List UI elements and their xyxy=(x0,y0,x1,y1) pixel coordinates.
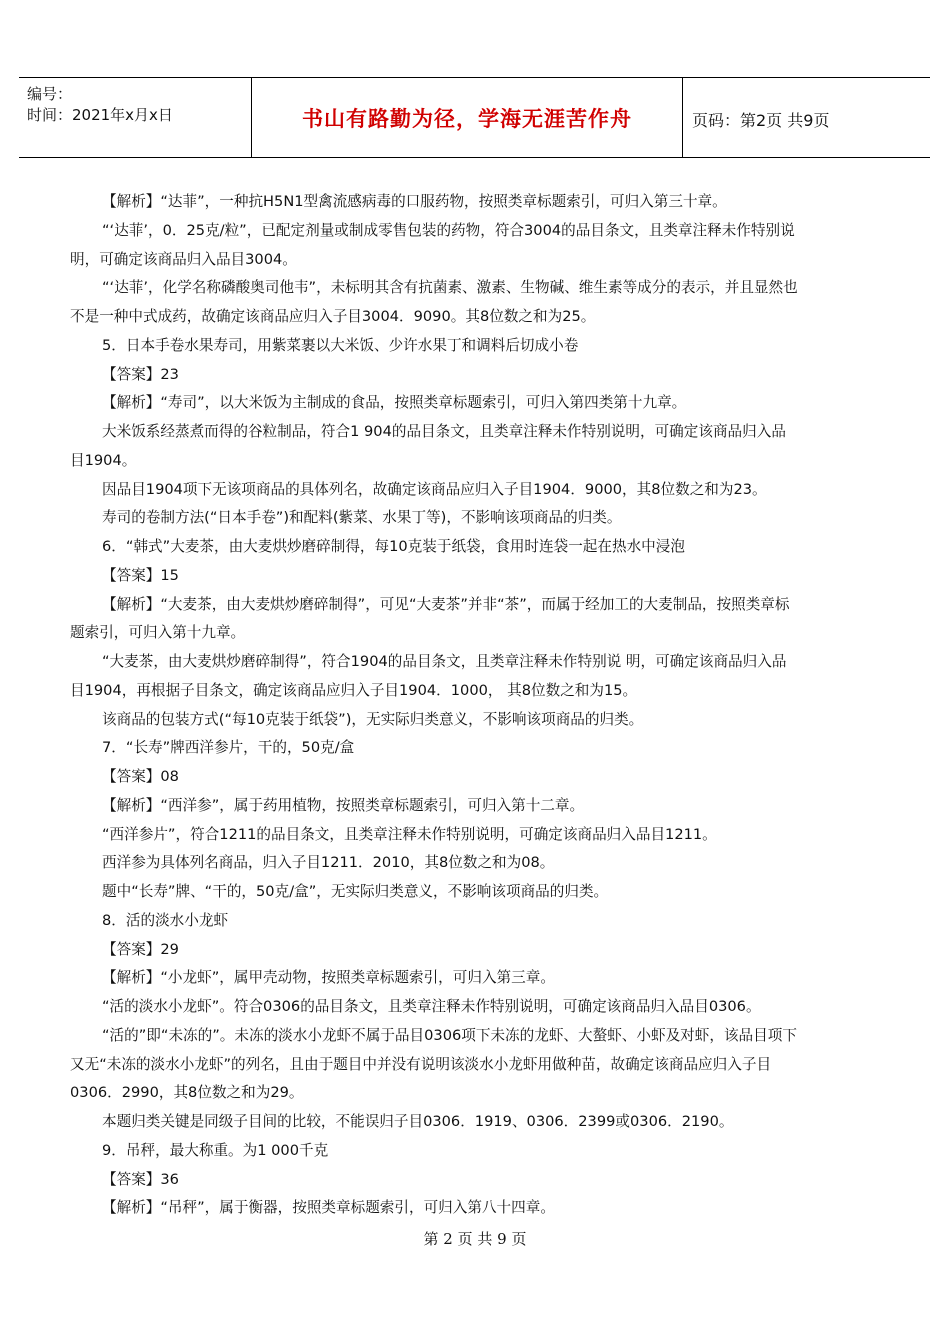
question-heading: 8．活的淡水小龙虾 xyxy=(102,911,229,929)
body-line: 西洋参为具体列名商品，归入子目1211．2010，其8位数之和为08。 xyxy=(102,854,555,872)
body-line: 【解析】“寿司”，以大米饭为主制成的食品，按照类章标题索引，可归入第四类第十九章。 xyxy=(102,394,687,412)
question-heading: 6．“韩式”大麦茶，由大麦烘炒磨碎制得，每10克装于纸袋，食用时连袋一起在热水中浸泡 xyxy=(102,538,685,555)
body-line: 本题归类关键是同级子目间的比较，不能误归子目0306．1919、0306．2399或0306．2190。 xyxy=(102,1113,734,1130)
body-line: 题索引，可归入第十九章。 xyxy=(70,624,246,642)
answer-line: 【答案】08 xyxy=(102,768,179,785)
question-heading: 7．“长寿”牌西洋参片，干的，50克/盒 xyxy=(102,739,355,757)
body-line: 因品目1904项下无该项商品的具体列名，故确定该商品应归入子目1904．9000，其8位数之和为23。 xyxy=(102,480,767,498)
body-line: “活的”即“未冻的”。未冻的淡水小龙虾不属于品目0306项下未冻的龙虾、大螯虾、小虾及对虾，该品目项下 xyxy=(102,1026,797,1044)
body-line: 目1904，再根据子目条文，确定该商品应归入子目1904．1000， 其8位数之和为15。 xyxy=(70,681,638,699)
page-footer: 第 2 页 共 9 页 xyxy=(423,1230,527,1248)
body-line: 【解析】“达菲”，一种抗H5N1型禽流感病毒的口服药物，按照类章标题索引，可归入第三十章。 xyxy=(102,193,727,210)
body-line: 【解析】“西洋参”，属于药用植物，按照类章标题索引，可归入第十二章。 xyxy=(102,796,585,814)
answer-line: 【答案】15 xyxy=(102,566,179,584)
document-meta xyxy=(27,84,173,126)
answer-line: 【答案】36 xyxy=(102,1170,179,1188)
document-body xyxy=(70,188,885,1223)
body-line: “大麦茶，由大麦烘炒磨碎制得”，符合1904的品目条文，且类章注释未作特别说 明，可确定该商品归入品 xyxy=(102,653,787,670)
date-label: 时间：2021年x月x日 xyxy=(27,106,173,124)
header-divider xyxy=(682,78,683,157)
answer-line: 【答案】23 xyxy=(102,365,179,383)
question-heading: 9．吊秤，最大称重。为1 000千克 xyxy=(102,1141,329,1159)
body-line: “西洋参片”，符合1211的品目条文，且类章注释未作特别说明，可确定该商品归入品目1211。 xyxy=(102,825,717,843)
body-line: 【解析】“大麦茶，由大麦烘炒磨碎制得”，可见“大麦茶”并非“茶”，而属于经加工的大麦制品，按照类章标 xyxy=(102,595,790,613)
serial-number-label: 编号： xyxy=(27,85,73,103)
header-motto: 书山有路勤为径，学海无涯苦作舟 xyxy=(302,106,632,131)
question-heading: 5．日本手卷水果寿司，用紫菜裹以大米饭、少许水果丁和调料后切成小卷 xyxy=(102,336,579,354)
body-line: 该商品的包装方式(“每10克装于纸袋”)，无实际归类意义，不影响该项商品的归类。 xyxy=(102,710,644,728)
body-line: 【解析】“吊秤”，属于衡器，按照类章标题索引，可归入第八十四章。 xyxy=(102,1199,555,1217)
header-page-info: 页码：第2页 共9页 xyxy=(692,111,830,130)
body-line: 【解析】“小龙虾”，属甲壳动物，按照类章标题索引，可归入第三章。 xyxy=(102,969,555,987)
answer-line: 【答案】29 xyxy=(102,940,179,958)
body-line: “活的淡水小龙虾”。符合0306的品目条文，且类章注释未作特别说明，可确定该商品归入品目0306。 xyxy=(102,998,761,1015)
body-line: 又无“未冻的淡水小龙虾”的列名，且由于题目中并没有说明该淡水小龙虾用做种苗，故确定该商品应归入子目 xyxy=(70,1055,772,1073)
body-line: 明，可确定该商品归入品目3004。 xyxy=(70,250,297,268)
body-line: 大米饭系经蒸煮而得的谷粒制品，符合1 904的品目条文，且类章注释未作特别说明，可确定该商品归入品 xyxy=(102,423,786,440)
body-line: 0306．2990，其8位数之和为29。 xyxy=(70,1084,304,1102)
page-header xyxy=(19,77,930,158)
body-line: “‘达菲’，0．25克/粒”，已配定剂量或制成零售包装的药物，符合3004的品目条文，且类章注释未作特别说 xyxy=(102,221,795,239)
body-line: “‘达菲’，化学名称磷酸奥司他韦”，未标明其含有抗菌素、激素、生物碱、维生素等成分的表示，并且显然也 xyxy=(102,279,798,297)
body-line: 题中“长寿”牌、“干的，50克/盒”，无实际归类意义，不影响该项商品的归类。 xyxy=(102,883,609,900)
body-line: 寿司的卷制方法(“日本手卷”)和配料(紫菜、水果丁等)，不影响该项商品的归类。 xyxy=(102,509,622,527)
body-line: 不是一种中式成药，故确定该商品应归入子目3004．9090。其8位数之和为25。 xyxy=(70,308,596,325)
body-line: 目1904。 xyxy=(70,451,137,469)
